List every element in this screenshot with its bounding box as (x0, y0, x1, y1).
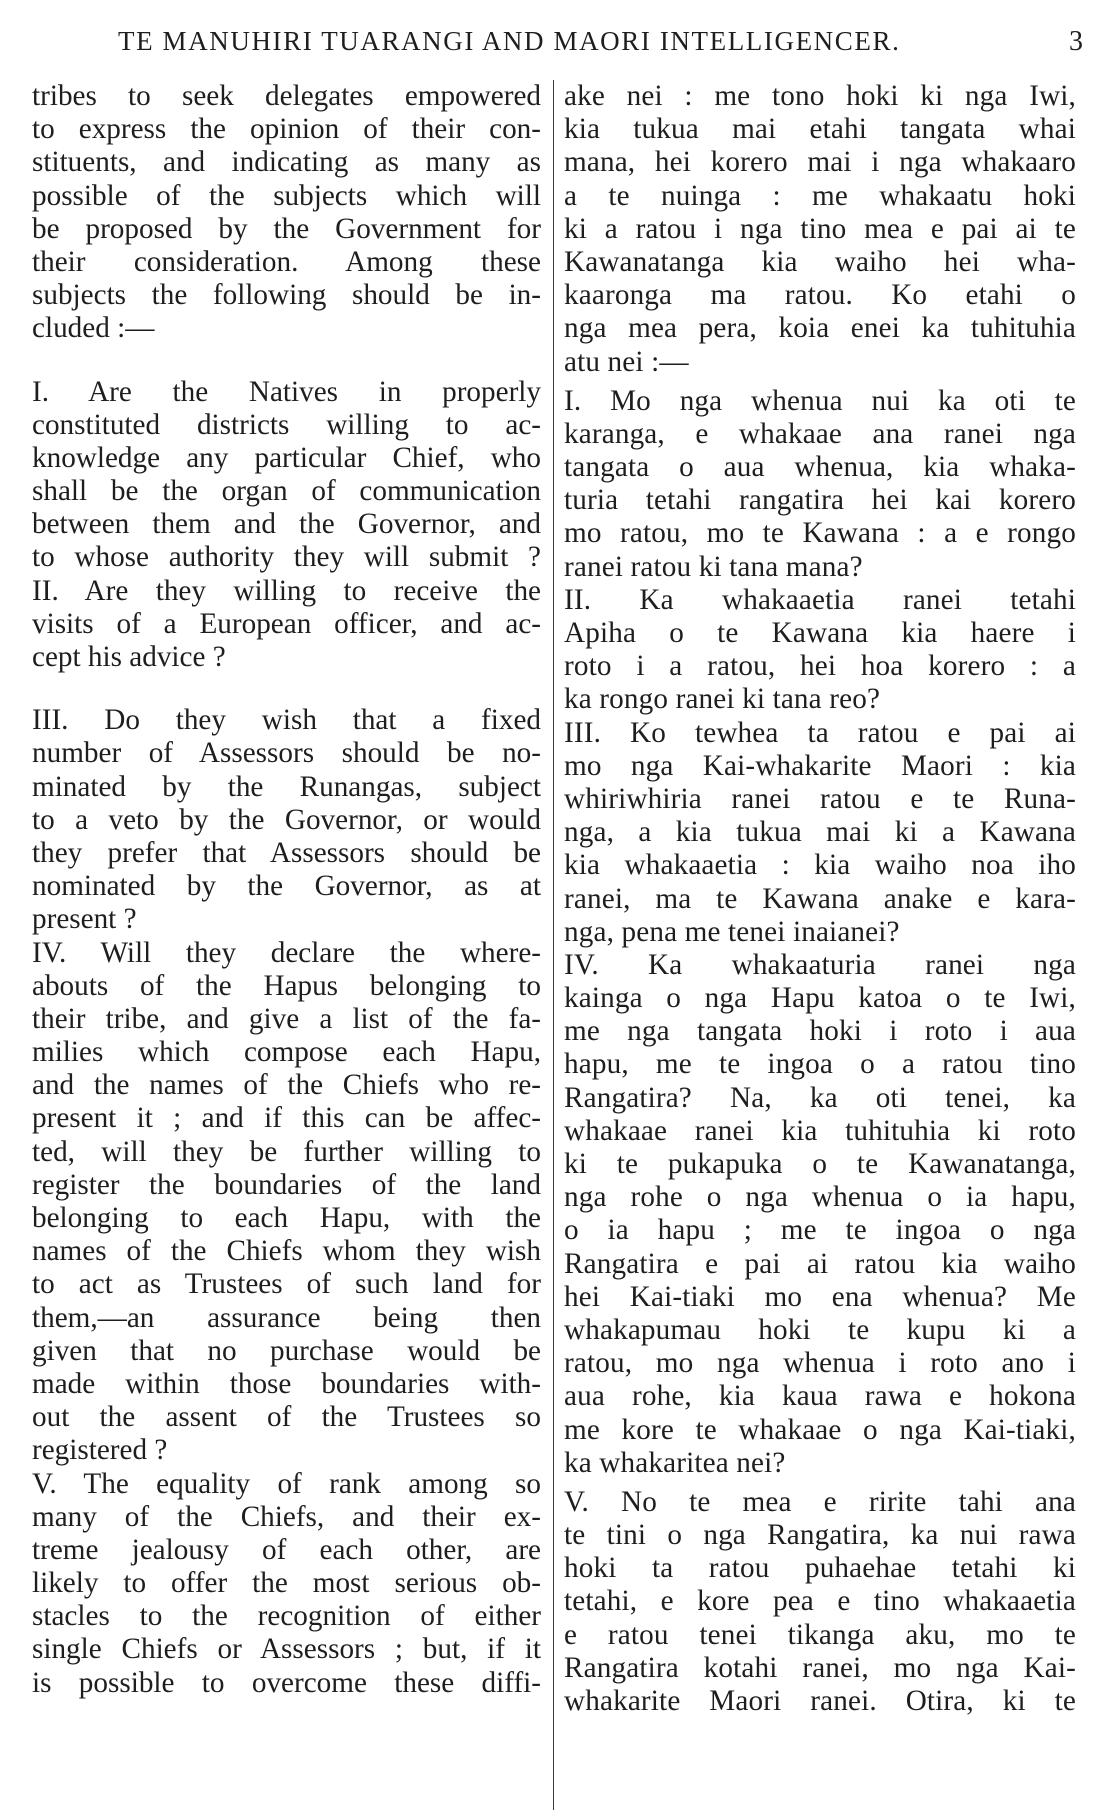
text-line: roto i a ratou, hei hoa korero : a (564, 650, 1076, 683)
maori-column (564, 80, 1076, 1810)
text-line: tribes to seek delegates empowered (32, 80, 541, 112)
text-line: hoki ta ratou puhaehae tetahi ki (564, 1552, 1076, 1585)
text-line: whiriwhiria ranei ratou e te Runa- (564, 782, 1076, 815)
text-line: register the boundaries of the land (32, 1168, 541, 1201)
text-line: tangata o aua whenua, kia whaka- (564, 451, 1076, 484)
text-line: I. Are the Natives in properly (32, 375, 541, 408)
text-line: o ia hapu ; me te ingoa o nga (564, 1214, 1076, 1247)
text-line: ranei, ma te Kawana anake e kara- (564, 882, 1076, 915)
text-line: shall be the organ of communication (32, 475, 541, 508)
question-ii-en (32, 575, 541, 675)
text-line: kainga o nga Hapu katoa o te Iwi, (564, 982, 1076, 1015)
text-line: single Chiefs or Assessors ; but, if it (32, 1633, 541, 1666)
text-line: hapu, me te ingoa o a ratou tino (564, 1048, 1076, 1081)
text-line: ka whakaritea nei? (564, 1446, 786, 1479)
text-line: stacles to the recognition of either (32, 1600, 541, 1633)
text-line: belonging to each Hapu, with the (32, 1202, 541, 1234)
text-line: nga, a kia tukua mai ki a Kawana (564, 816, 1076, 849)
text-line: V. No te mea e ririte tahi ana (564, 1485, 1076, 1518)
text-line: I. Mo nga whenua nui ka oti te (564, 384, 1076, 417)
text-line: them,—an assurance being then (32, 1301, 541, 1334)
text-line: ki te pukapuka o te Kawanatanga, (564, 1148, 1076, 1180)
text-line: ranei ratou ki tana mana? (564, 550, 863, 583)
text-line: atu nei :— (564, 345, 689, 378)
page-header (0, 26, 1114, 66)
text-line: te tini o nga Rangatira, ka nui rawa (564, 1519, 1076, 1552)
question-v-en (32, 1468, 541, 1700)
text-line: made within those boundaries with- (32, 1367, 541, 1400)
text-line: stituents, and indicating as many as (32, 146, 541, 179)
text-line: mo ratou, mo te Kawana : a e rongo (564, 517, 1076, 550)
text-line: milies which compose each Hapu, (32, 1036, 541, 1069)
text-line: II. Are they willing to receive the (32, 574, 541, 607)
text-line: cept his advice ? (32, 641, 226, 673)
question-v-mi (564, 1486, 1076, 1718)
text-line: Kawanatanga kia waiho hei wha- (564, 245, 1076, 278)
text-line: their consideration. Among these (32, 245, 541, 278)
text-line: kia whakaaetia : kia waiho noa iho (564, 849, 1076, 882)
text-line: mana, hei korero mai i nga whakaaro (564, 146, 1076, 179)
english-column (32, 80, 541, 1810)
text-line: names of the Chiefs whom they wish (32, 1235, 541, 1268)
text-line: kaaronga ma ratou. Ko etahi o (564, 279, 1076, 312)
text-line: a te nuinga : me whakaatu hoki (564, 179, 1076, 212)
text-line: knowledge any particular Chief, who (32, 441, 541, 474)
text-line: likely to offer the most serious ob- (32, 1567, 541, 1600)
text-line: treme jealousy of each other, are (32, 1533, 541, 1566)
text-line: number of Assessors should be no- (32, 737, 541, 770)
text-line: IV. Will they declare the where- (32, 936, 541, 969)
text-line: to a veto by the Governor, or would (32, 803, 541, 836)
text-line: whakaae ranei kia tuhituhia ki roto (564, 1114, 1076, 1147)
question-iii-en (32, 704, 541, 936)
text-line: to express the opinion of their con- (32, 113, 541, 146)
text-line: Rangatira e pai ai ratou kia waiho (564, 1247, 1076, 1280)
text-line: whakarite Maori ranei. Otira, ki te (564, 1685, 1076, 1717)
question-iv-mi (564, 949, 1076, 1480)
text-line: hei Kai-tiaki mo ena whenua? Me (564, 1280, 1076, 1313)
text-line: kia tukua mai etahi tangata whai (564, 113, 1076, 146)
text-line: nga mea pera, koia enei ka tuhituhia (564, 312, 1076, 345)
text-line: present ? (32, 903, 137, 936)
text-line: be proposed by the Government for (32, 212, 541, 245)
text-line: ki a ratou i nga tino mea e pai ai te (564, 212, 1076, 245)
text-line: Rangatira kotahi ranei, mo nga Kai- (564, 1651, 1076, 1684)
text-line: given that no purchase would be (32, 1334, 541, 1367)
text-line: IV. Ka whakaaturia ranei nga (564, 948, 1076, 981)
text-line: karanga, e whakaae ana ranei nga (564, 417, 1076, 450)
text-line: me nga tangata hoki i roto i aua (564, 1015, 1076, 1048)
text-line: constituted districts willing to ac- (32, 408, 541, 441)
text-line: out the assent of the Trustees so (32, 1401, 541, 1434)
text-line: and the names of the Chiefs who re- (32, 1069, 541, 1102)
text-line: registered ? (32, 1434, 168, 1467)
text-line: minated by the Runangas, subject (32, 770, 541, 803)
intro-paragraph-mi (564, 80, 1076, 379)
text-line: turia tetahi rangatira hei kai korero (564, 484, 1076, 517)
text-line: they prefer that Assessors should be (32, 836, 541, 869)
text-line: Rangatira? Na, ka oti tenei, ka (564, 1081, 1076, 1114)
text-line: III. Do they wish that a fixed (32, 704, 541, 737)
text-line: between them and the Governor, and (32, 508, 541, 541)
text-line: many of the Chiefs, and their ex- (32, 1500, 541, 1533)
column-divider (553, 80, 554, 1810)
text-line: nga, pena me tenei inaianei? (564, 915, 900, 948)
running-title: TE MANUHIRI TUARANGI AND MAORI INTELLIGENCER. (118, 26, 901, 56)
text-line: me kore te whakaae o nga Kai-tiaki, (564, 1413, 1076, 1446)
intro-paragraph-en (32, 80, 541, 346)
text-line: V. The equality of rank among so (32, 1467, 541, 1500)
text-line: nominated by the Governor, as at (32, 870, 541, 903)
question-iv-en (32, 937, 541, 1468)
text-line: is possible to overcome these diffi- (32, 1666, 541, 1699)
text-line: abouts of the Hapus belonging to (32, 969, 541, 1002)
text-line: their tribe, and give a list of the fa- (32, 1002, 541, 1035)
text-line: present it ; and if this can be affec- (32, 1102, 541, 1135)
text-line: II. Ka whakaaetia ranei tetahi (564, 583, 1076, 616)
text-line: mo nga Kai-whakarite Maori : kia (564, 749, 1076, 782)
question-ii-mi (564, 584, 1076, 717)
text-line: e ratou tenei tikanga aku, mo te (564, 1618, 1076, 1651)
text-line: aua rohe, kia kaua rawa e hokona (564, 1380, 1076, 1413)
text-line: nga rohe o nga whenua o ia hapu, (564, 1181, 1076, 1214)
question-i-mi (564, 385, 1076, 584)
text-line: Apiha o te Kawana kia haere i (564, 617, 1076, 649)
page-number: 3 (1069, 26, 1083, 57)
question-i-en (32, 376, 541, 575)
text-line: to whose authority they will submit ? (32, 541, 541, 574)
text-line: to act as Trustees of such land for (32, 1268, 541, 1301)
text-line: possible of the subjects which will (32, 179, 541, 212)
text-line: ka rongo ranei ki tana reo? (564, 683, 881, 716)
text-line: ratou, mo nga whenua i roto ano i (564, 1347, 1076, 1380)
question-iii-mi (564, 717, 1076, 949)
text-line: ted, will they be further willing to (32, 1135, 541, 1168)
text-line: subjects the following should be in- (32, 279, 541, 312)
text-line: III. Ko tewhea ta ratou e pai ai (564, 716, 1076, 749)
text-line: tetahi, e kore pea e tino whakaaetia (564, 1585, 1076, 1618)
text-line: ake nei : me tono hoki ki nga Iwi, (564, 80, 1076, 112)
text-line: visits of a European officer, and ac- (32, 607, 541, 640)
text-line: whakapumau hoki te kupu ki a (564, 1313, 1076, 1346)
text-line: cluded :— (32, 312, 155, 345)
